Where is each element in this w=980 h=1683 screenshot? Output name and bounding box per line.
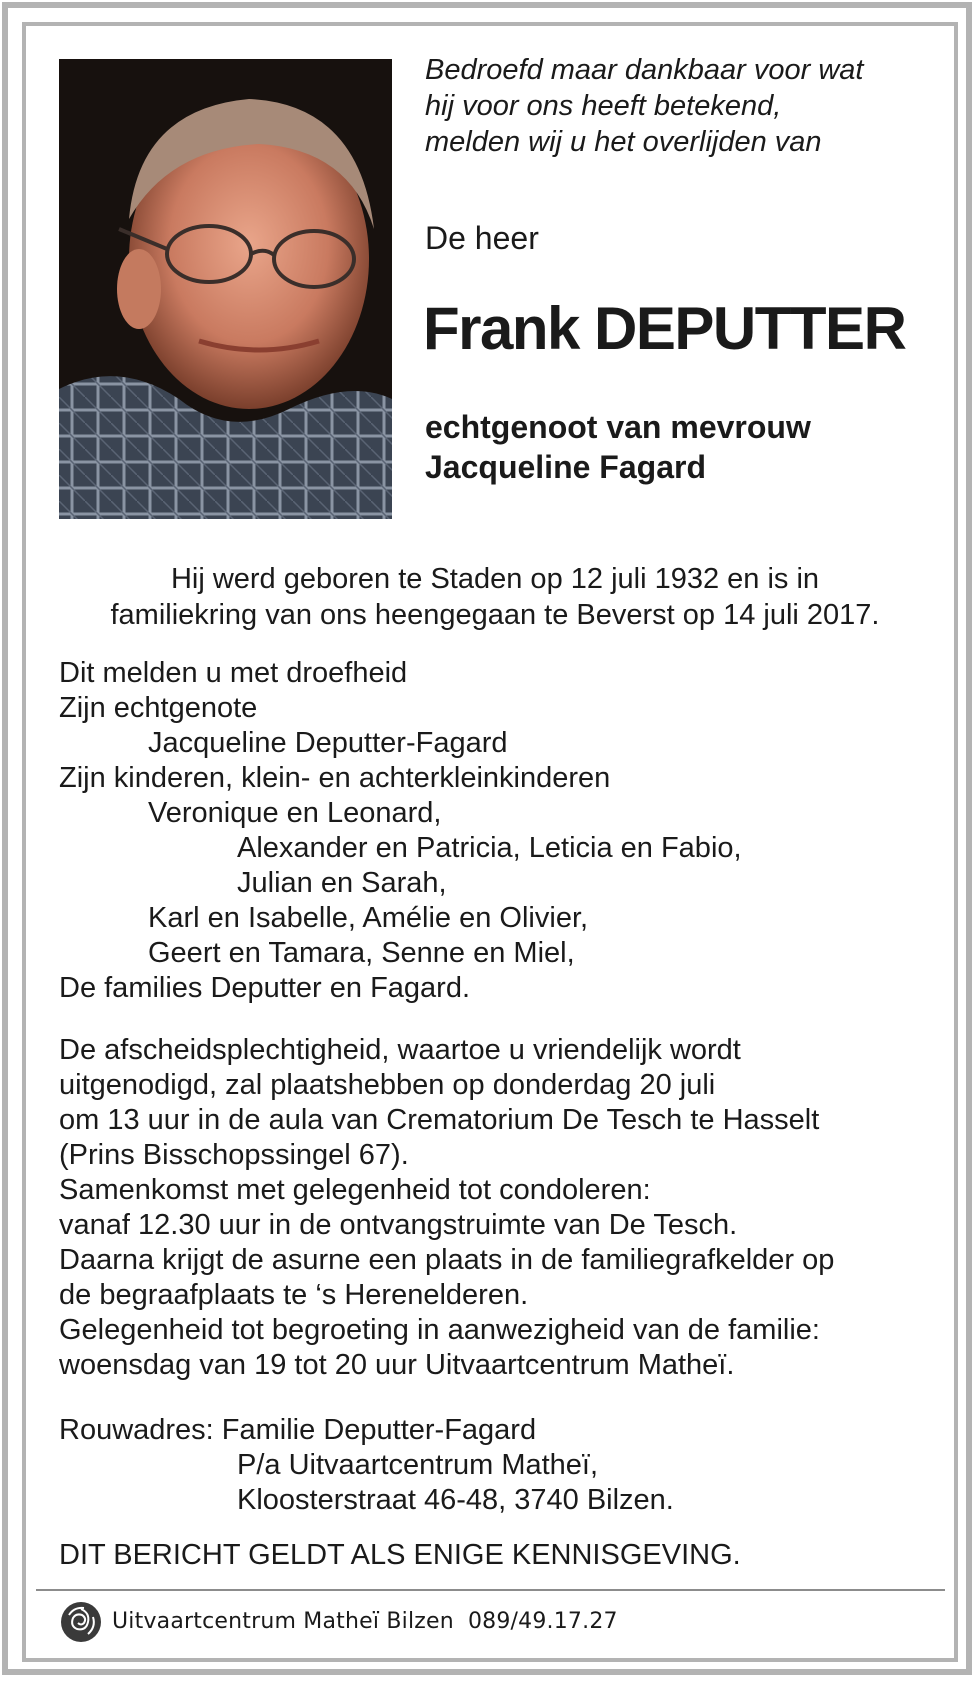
- ceremony-line: Daarna krijgt de asurne een plaats in de familiegrafkelder op: [59, 1244, 835, 1276]
- family-line: De families Deputter en Fagard.: [59, 972, 471, 1004]
- family-line: Dit melden u met droefheid: [59, 657, 408, 689]
- family-line: Karl en Isabelle, Amélie en Olivier,: [148, 902, 589, 934]
- family-line: Zijn kinderen, klein- en achterkleinkinderen: [59, 762, 611, 794]
- family-list: [59, 656, 742, 1006]
- company-name: Uitvaartcentrum Matheï Bilzen: [112, 1609, 454, 1634]
- footer-company: [112, 1608, 618, 1636]
- title-prefix: De heer: [425, 220, 539, 256]
- birth-line: Hij werd geboren te Staden op 12 juli 1932 en is in: [170, 563, 820, 595]
- company-phone: 089/49.17.27: [467, 1609, 618, 1634]
- intro-text: [425, 52, 945, 160]
- ceremony-line: Samenkomst met gelegenheid tot condoleren:: [59, 1174, 651, 1206]
- ceremony-line: De afscheidsplechtigheid, waartoe u vriendelijk wordt: [59, 1034, 741, 1066]
- birth-paragraph: [60, 561, 930, 633]
- deceased-name: Frank DEPUTTER: [423, 295, 906, 362]
- rose-logo-icon: [60, 1601, 102, 1643]
- ceremony-paragraph: [59, 1033, 834, 1383]
- family-line: Veronique en Leonard,: [148, 797, 442, 829]
- address-line: P/a Uitvaartcentrum Matheï,: [237, 1449, 599, 1481]
- notice-text: DIT BERICHT GELDT ALS ENIGE KENNISGEVING.: [59, 1539, 741, 1571]
- ceremony-line: vanaf 12.30 uur in de ontvangstruimte van De Tesch.: [59, 1209, 738, 1241]
- family-line: Geert en Tamara, Senne en Miel,: [148, 937, 575, 969]
- footer-divider: [36, 1589, 945, 1591]
- intro-line: hij voor ons heeft betekend,: [425, 90, 782, 122]
- portrait-photo: [59, 59, 392, 519]
- spouse-text: [425, 407, 811, 487]
- ceremony-line: woensdag van 19 tot 20 uur Uitvaartcentrum Matheï.: [59, 1349, 735, 1381]
- address-line: Rouwadres: Familie Deputter-Fagard: [59, 1414, 537, 1446]
- ceremony-line: Gelegenheid tot begroeting in aanwezigheid van de familie:: [59, 1314, 820, 1346]
- intro-line: Bedroefd maar dankbaar voor wat: [425, 54, 864, 86]
- spouse-line: echtgenoot van mevrouw: [425, 409, 811, 445]
- address-line: Kloosterstraat 46-48, 3740 Bilzen.: [237, 1484, 674, 1516]
- family-line: Zijn echtgenote: [59, 692, 258, 724]
- family-line: Alexander en Patricia, Leticia en Fabio,: [237, 832, 742, 864]
- ceremony-line: uitgenodigd, zal plaatshebben op donderdag 20 juli: [59, 1069, 716, 1101]
- spouse-line: Jacqueline Fagard: [425, 449, 706, 485]
- ceremony-line: om 13 uur in de aula van Crematorium De Tesch te Hasselt: [59, 1104, 820, 1136]
- mourning-address: [59, 1413, 674, 1518]
- ceremony-line: (Prins Bisschopssingel 67).: [59, 1139, 409, 1171]
- intro-line: melden wij u het overlijden van: [425, 126, 822, 158]
- family-line: Jacqueline Deputter-Fagard: [148, 727, 508, 759]
- birth-line: familiekring van ons heengegaan te Beverst op 14 juli 2017.: [110, 599, 880, 631]
- ceremony-line: de begraafplaats te ‘s Herenelderen.: [59, 1279, 529, 1311]
- family-line: Julian en Sarah,: [237, 867, 447, 899]
